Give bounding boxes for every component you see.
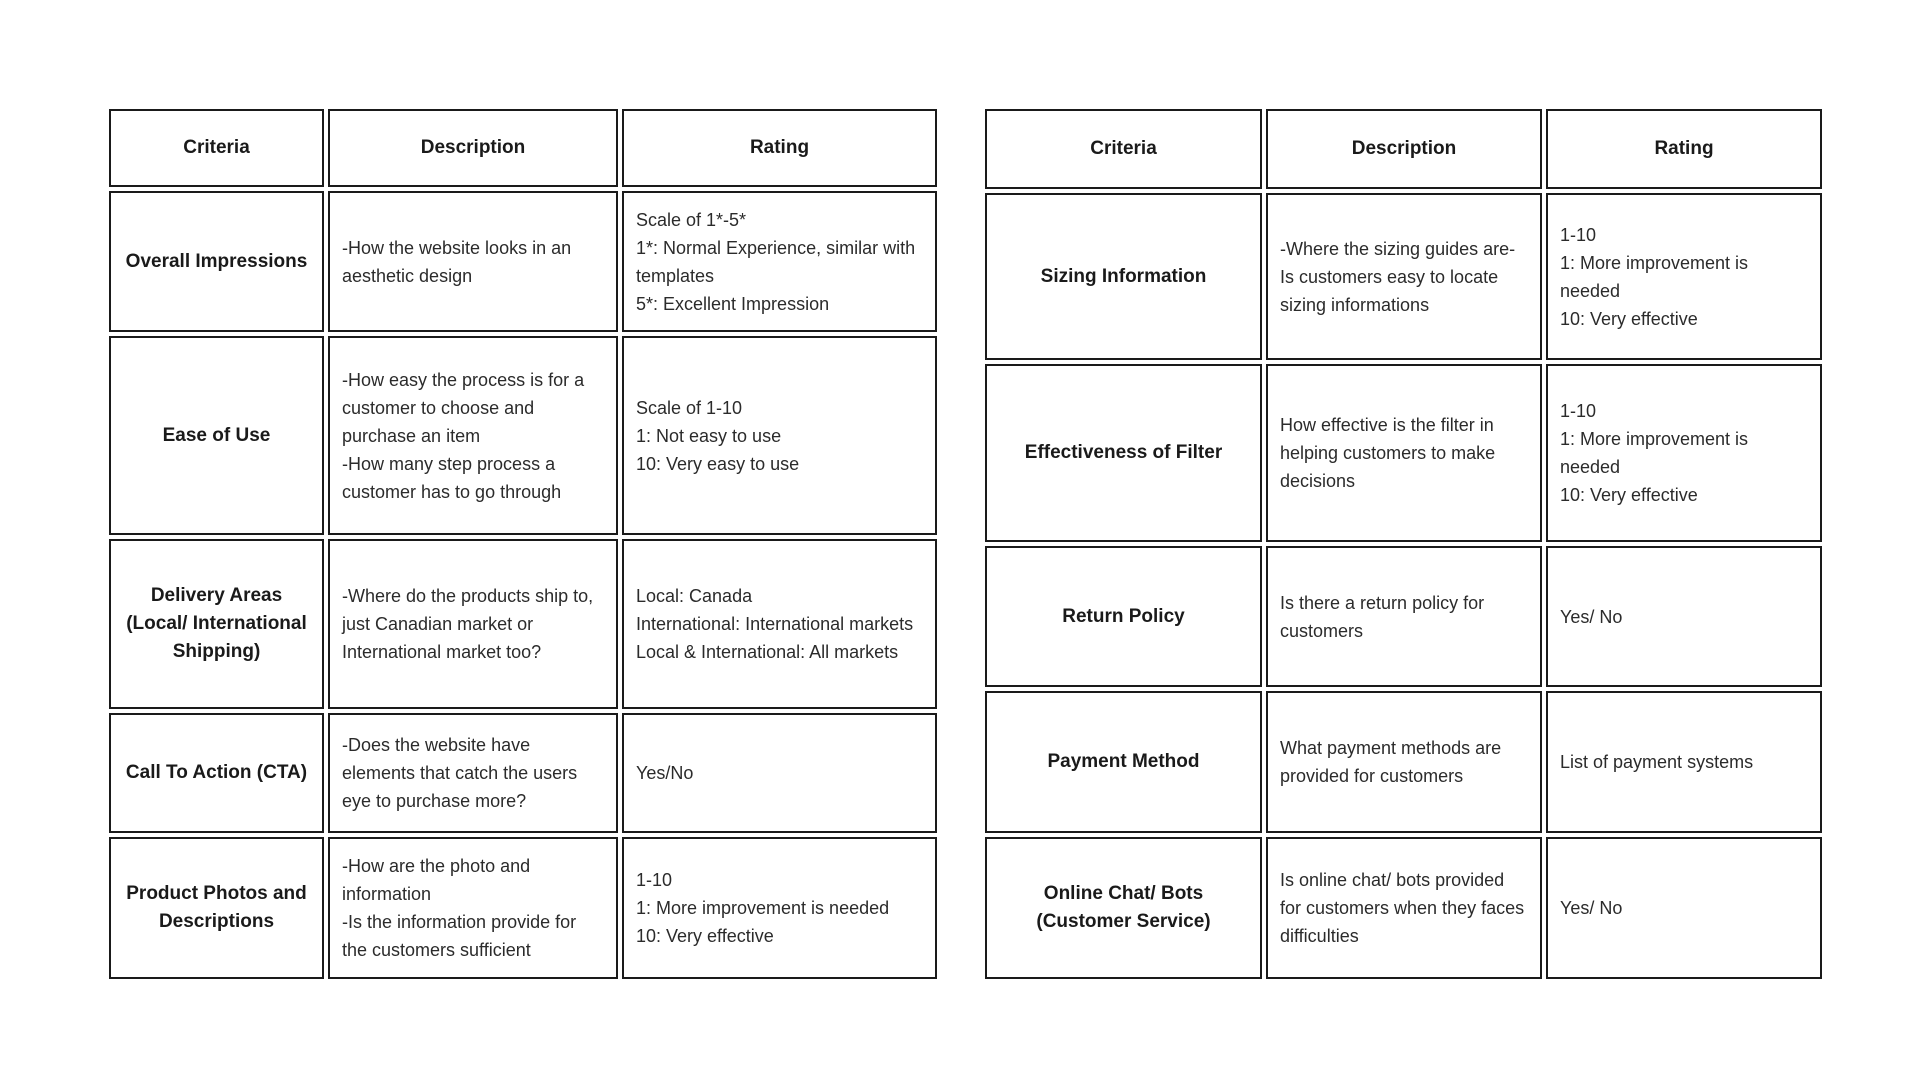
- right-row-5-rating: Yes/ No: [1546, 837, 1822, 979]
- right-row-2-criteria: Effectiveness of Filter: [985, 364, 1262, 542]
- right-row-5-criteria: Online Chat/ Bots (Customer Service): [985, 837, 1262, 979]
- left-header-rating: Rating: [622, 109, 937, 187]
- left-row-4-criteria: Call To Action (CTA): [109, 713, 324, 833]
- right-row-1-criteria: Sizing Information: [985, 193, 1262, 360]
- left-row-4-rating: Yes/No: [622, 713, 937, 833]
- right-row-3-criteria: Return Policy: [985, 546, 1262, 687]
- right-row-5-description: Is online chat/ bots provided for customers when they faces difficulties: [1266, 837, 1542, 979]
- left-row-3-description: -Where do the products ship to, just Canadian market or International market too?: [328, 539, 618, 709]
- left-criteria-table: [109, 109, 937, 979]
- right-row-3-description: Is there a return policy for customers: [1266, 546, 1542, 687]
- left-row-5-criteria: Product Photos and Descriptions: [109, 837, 324, 979]
- left-row-1-description: -How the website looks in an aesthetic design: [328, 191, 618, 332]
- right-header-description: Description: [1266, 109, 1542, 189]
- left-header-criteria: Criteria: [109, 109, 324, 187]
- left-row-3-criteria: Delivery Areas (Local/ International Shipping): [109, 539, 324, 709]
- right-row-4-rating: List of payment systems: [1546, 691, 1822, 833]
- left-row-5-description: -How are the photo and information -Is the information provide for the customers sufficient: [328, 837, 618, 979]
- right-row-2-description: How effective is the filter in helping customers to make decisions: [1266, 364, 1542, 542]
- left-row-4-description: -Does the website have elements that catch the users eye to purchase more?: [328, 713, 618, 833]
- left-row-1-rating: Scale of 1*-5* 1*: Normal Experience, similar with templates 5*: Excellent Impression: [622, 191, 937, 332]
- right-row-4-description: What payment methods are provided for customers: [1266, 691, 1542, 833]
- right-row-1-rating: 1-10 1: More improvement is needed 10: Very effective: [1546, 193, 1822, 360]
- left-row-2-rating: Scale of 1-10 1: Not easy to use 10: Very easy to use: [622, 336, 937, 535]
- right-criteria-table: [985, 109, 1822, 979]
- left-row-1-criteria: Overall Impressions: [109, 191, 324, 332]
- right-header-criteria: Criteria: [985, 109, 1262, 189]
- right-header-rating: Rating: [1546, 109, 1822, 189]
- right-row-4-criteria: Payment Method: [985, 691, 1262, 833]
- left-row-5-rating: 1-10 1: More improvement is needed 10: Very effective: [622, 837, 937, 979]
- left-header-description: Description: [328, 109, 618, 187]
- left-row-2-criteria: Ease of Use: [109, 336, 324, 535]
- right-row-2-rating: 1-10 1: More improvement is needed 10: Very effective: [1546, 364, 1822, 542]
- right-row-1-description: -Where the sizing guides are-Is customers easy to locate sizing informations: [1266, 193, 1542, 360]
- right-row-3-rating: Yes/ No: [1546, 546, 1822, 687]
- left-row-3-rating: Local: Canada International: International markets Local & International: All markets: [622, 539, 937, 709]
- left-row-2-description: -How easy the process is for a customer to choose and purchase an item -How many step process a customer has to go through: [328, 336, 618, 535]
